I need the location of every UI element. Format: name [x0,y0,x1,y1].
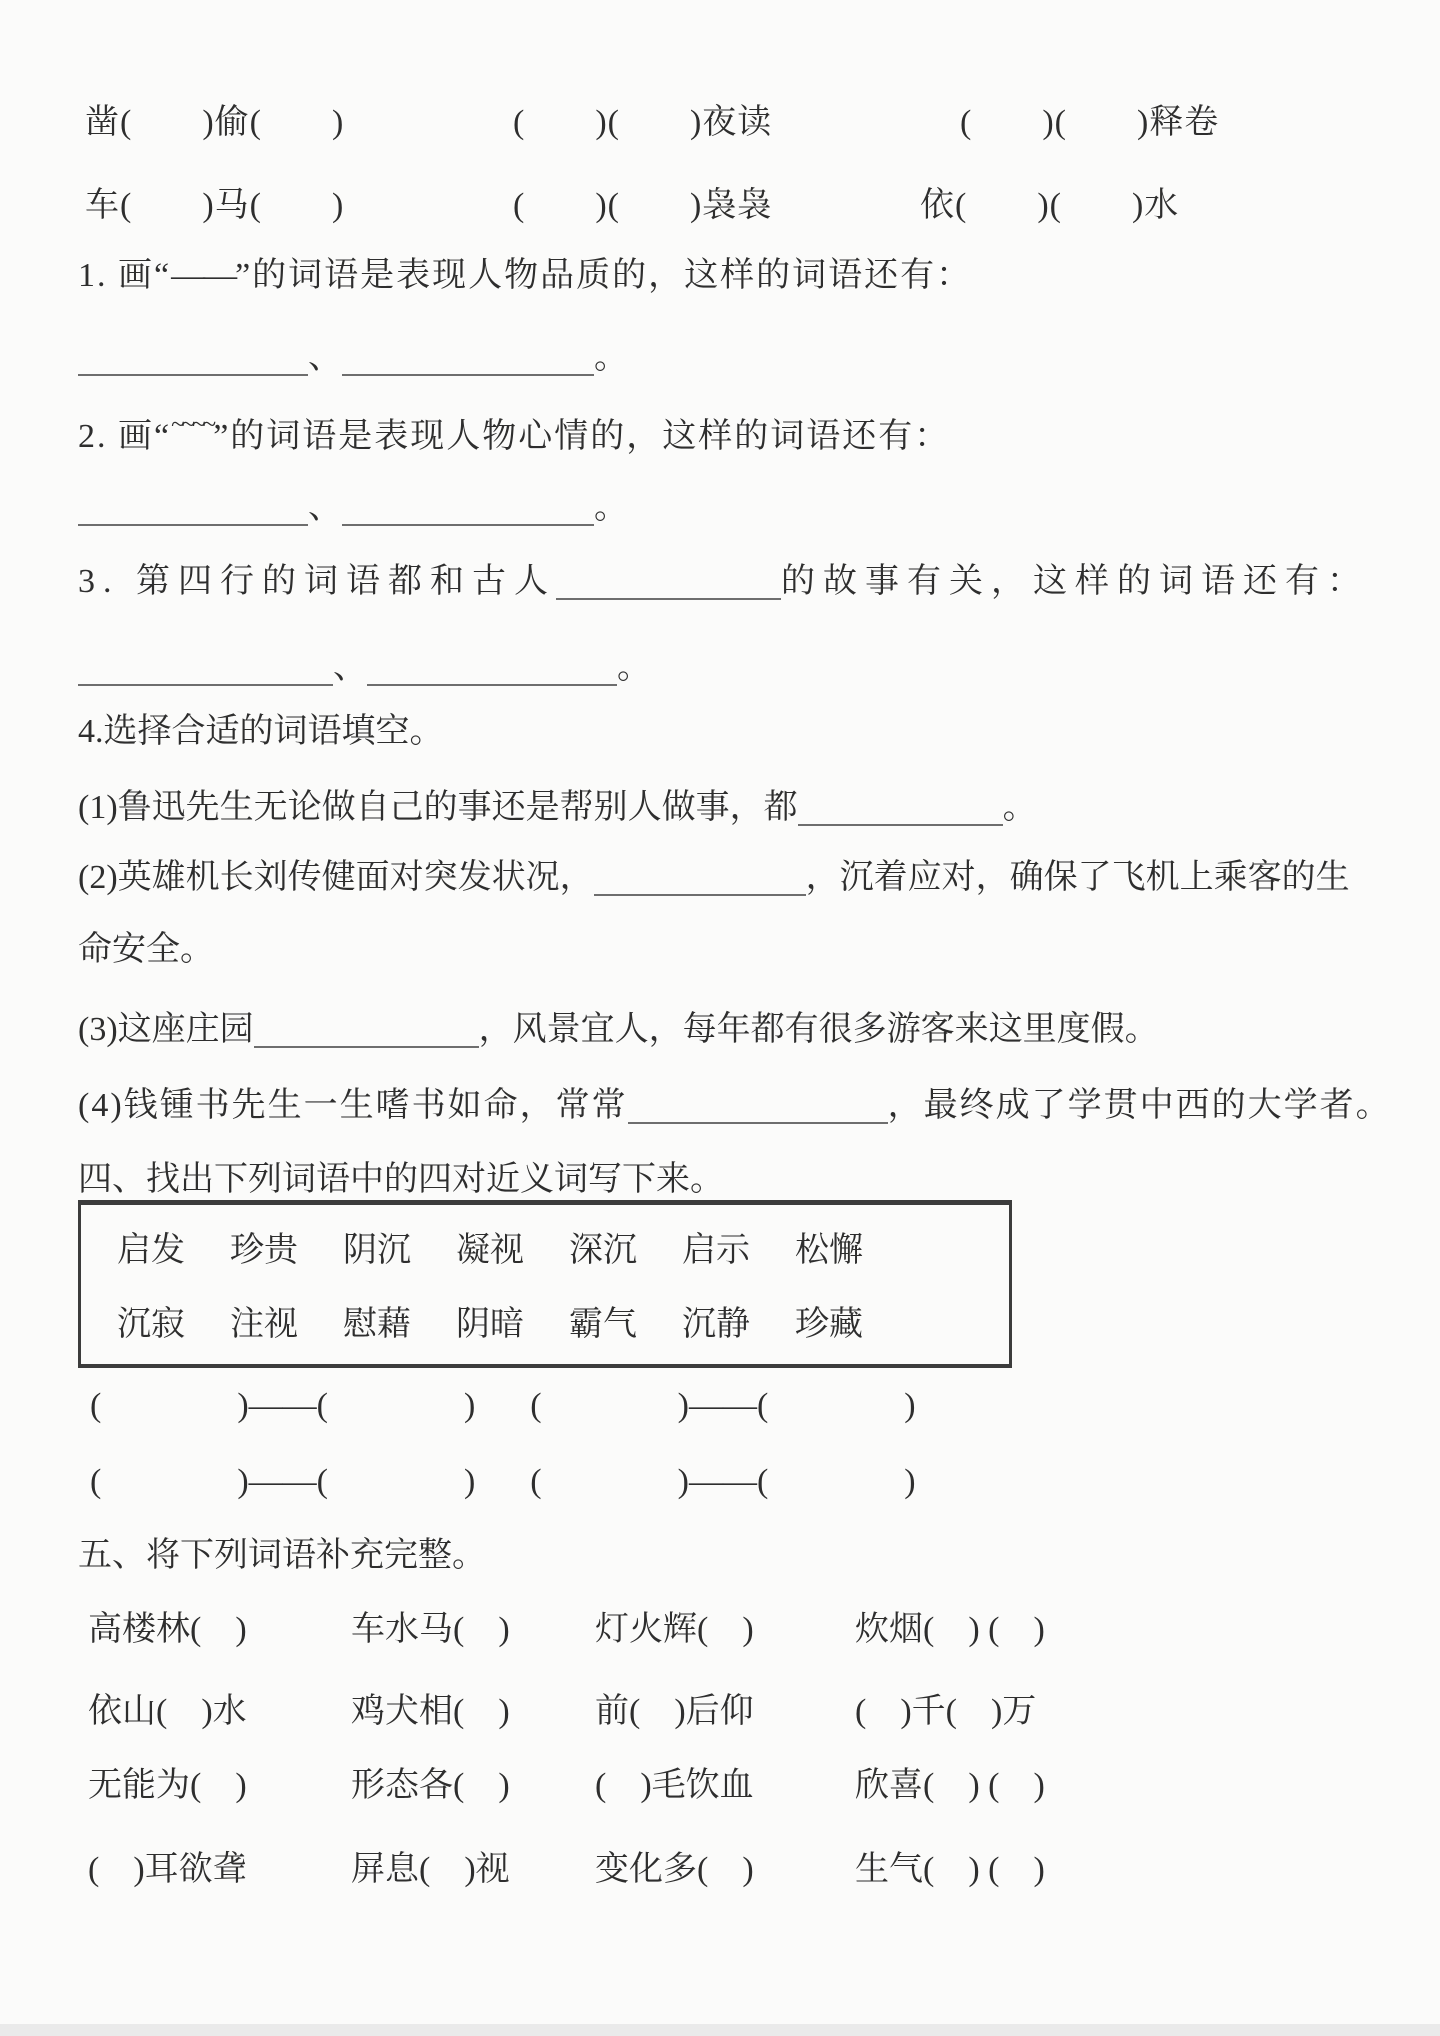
idiom-cell: 灯火辉( ) [595,1611,754,1648]
word-bank-item: 沉静 [682,1306,750,1343]
item-text: (3)这座庄园 [78,1011,254,1048]
idiom-cell: 欣喜( ) ( ) [855,1767,1045,1804]
answer-blank [342,344,594,376]
answer-line [78,338,628,379]
idiom-row [88,1850,1045,1891]
page-bottom-edge [0,2024,1440,2036]
word-bank-box [78,1200,1012,1368]
period: 。 [617,649,651,686]
word-bank-item: 慰藉 [343,1306,411,1343]
answer-blank [254,1016,479,1048]
word-group: 凿( )偷( ) [85,104,345,141]
word-bank-item: 霸气 [569,1306,637,1343]
question-4-item-2-line2: 命安全。 [78,931,214,968]
question-2-text: 2. 画“ [78,418,172,455]
question-1 [78,256,972,297]
item-text: (1)鲁迅先生无论做自己的事还是帮别人做事，都 [78,789,798,826]
word-bank-item: 阴暗 [456,1306,524,1343]
idiom-cell: ( )千( )万 [855,1693,1037,1730]
idiom-cell: 变化多( ) [595,1851,754,1888]
item-text: ，最终成了学贯中西的大学者。 [887,1087,1392,1124]
answer-blank [594,864,806,896]
question-3-text: 3. 第四行的词语都和古人 [78,563,556,600]
answer-blank [556,568,781,600]
question-2-text: ”的词语是表现人物心情的，这样的词语还有： [213,418,951,455]
item-text: 。 [1002,789,1037,826]
answer-blank [628,1092,888,1124]
question-4-item-4 [78,1086,1392,1127]
question-1-text: ”的词语是表现人物品质的，这样的词语还有： [235,257,973,294]
section-5-title: 五、将下列词语补充完整。 [78,1537,486,1574]
item-text: ，风景宜人，每年都有很多游客来这里度假。 [478,1011,1159,1048]
underline-mark: —— [171,257,236,294]
idiom-cell: 无能为( ) [88,1767,247,1804]
word-bank-item: 启示 [682,1232,750,1269]
word-bank-item: 珍藏 [795,1306,863,1343]
idiom-row [88,1610,1045,1651]
separator: 、 [308,339,342,376]
idiom-cell: 前( )后仰 [595,1693,754,1730]
idiom-cell: 炊烟( ) ( ) [855,1611,1045,1648]
word-group: ( )( )释卷 [960,104,1220,141]
word-bank-item: 注视 [230,1306,298,1343]
answer-line [78,488,628,529]
word-bank-row [117,1231,908,1272]
synonym-pair-row [90,1462,916,1503]
word-bank-item: 启发 [117,1232,185,1269]
period: 。 [594,339,628,376]
idiom-cell: 高楼林( ) [88,1611,247,1648]
word-bank-item: 深沉 [569,1232,637,1269]
synonym-pair-blank: ( )——( ) [530,1463,916,1500]
question-4-item-1 [78,788,1037,829]
word-group: ( )( )夜读 [513,104,773,141]
word-bank-row [117,1305,908,1346]
idiom-cell: 形态各( ) [351,1767,510,1804]
separator: 、 [308,489,342,526]
word-bank-item: 阴沉 [343,1232,411,1269]
question-2 [78,410,950,458]
word-bank-item: 松懈 [795,1232,863,1269]
question-4-item-3 [78,1010,1159,1051]
word-group: 车( )马( ) [85,187,345,224]
answer-blank [78,344,308,376]
word-completion-row [85,186,1440,230]
answer-blank [798,794,1003,826]
question-3-text: 的故事有关，这样的词语还有： [781,563,1369,600]
section-4-title: 四、找出下列词语中的四对近义词写下来。 [78,1161,724,1198]
question-1-text: 1. 画“ [78,257,172,294]
wavy-mark: ~~~~ [171,411,214,438]
answer-blank [342,494,594,526]
idiom-cell: ( )耳欲聋 [88,1851,247,1888]
question-4-item-2 [78,858,1350,899]
synonym-pair-blank: ( )——( ) [90,1463,476,1500]
idiom-row [88,1692,1036,1733]
synonym-pair-blank: ( )——( ) [90,1387,476,1424]
word-bank-item: 凝视 [456,1232,524,1269]
item-text: (2)英雄机长刘传健面对突发状况， [78,859,594,896]
question-3 [78,562,1369,603]
answer-blank [367,654,617,686]
idiom-row [88,1766,1045,1807]
word-group: ( )( )袅袅 [513,187,773,224]
word-group: 依( )( )水 [920,187,1180,224]
answer-line [78,648,651,689]
item-text: (4)钱锺书先生一生嗜书如命，常常 [78,1087,628,1124]
synonym-pair-blank: ( )——( ) [530,1387,916,1424]
idiom-cell: 车水马( ) [351,1611,510,1648]
answer-blank [78,494,308,526]
idiom-cell: 鸡犬相( ) [351,1693,510,1730]
synonym-pair-row [90,1386,916,1427]
word-bank-item: 沉寂 [117,1306,185,1343]
question-4-title: 4.选择合适的词语填空。 [78,713,444,750]
idiom-cell: 依山( )水 [88,1693,247,1730]
separator: 、 [333,649,367,686]
word-bank-item: 珍贵 [230,1232,298,1269]
idiom-cell: 生气( ) ( ) [855,1851,1045,1888]
word-completion-row [85,103,1440,147]
period: 。 [594,489,628,526]
item-text: ，沉着应对，确保了飞机上乘客的生 [805,859,1350,896]
idiom-cell: ( )毛饮血 [595,1767,754,1804]
idiom-cell: 屏息( )视 [351,1851,510,1888]
answer-blank [78,654,333,686]
